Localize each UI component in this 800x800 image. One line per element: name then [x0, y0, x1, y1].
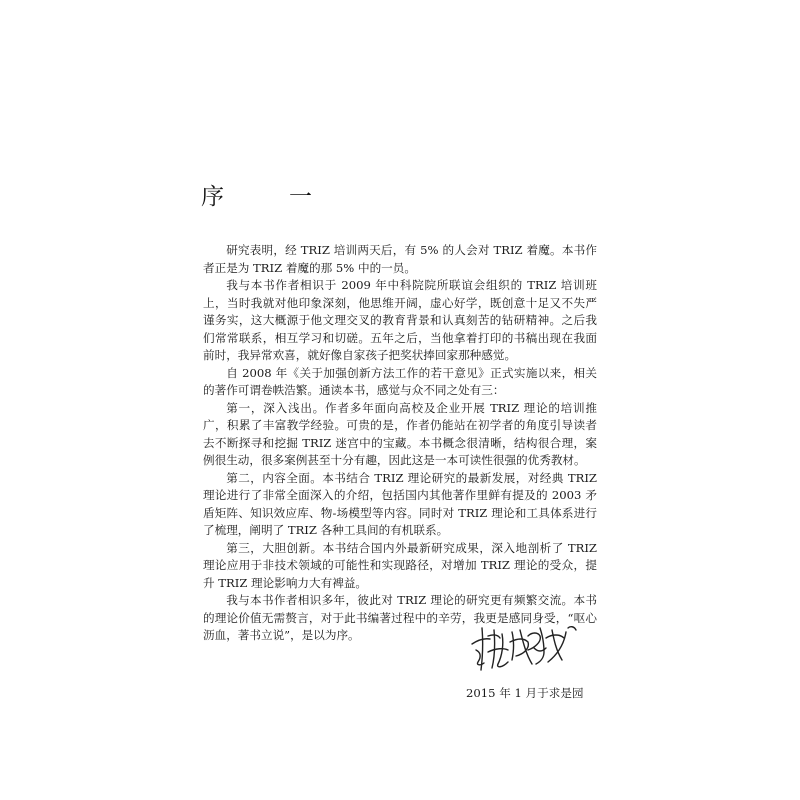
paragraph: 研究表明，经 TRIZ 培训两天后，有 5% 的人会对 TRIZ 着魔。本书作者正是为 TRIZ 着魔的那 5% 中的一员。 — [203, 243, 597, 275]
signature-date: 2015 年 1 月于求是园 — [466, 686, 584, 700]
paragraph: 自 2008 年《关于加强创新方法工作的若干意见》正式实施以来，相关的著作可谓卷帙浩繁。通读本书，感觉与众不同之处有三： — [203, 365, 597, 397]
paragraph: 我与本书作者相识多年，彼此对 TRIZ 理论的研究更有频繁交流。本书的理论价值无需赘言，对于此书编著过程中的辛劳，我更是感同身受，“呕心沥血，著书立说”，是以为序。 — [203, 593, 597, 642]
paragraph: 第二，内容全面。本书结合 TRIZ 理论研究的最新发展，对经典 TRIZ 理论进行了非常全面深入的介绍，包括国内其他著作里鲜有提及的 2003 矛盾矩阵、知识效应库、物-场模型等内容。同时对 TRIZ 理论和工具体系进行了梳理，阐明了 TRIZ 各种工具间的有机联系。 — [203, 470, 597, 537]
paragraph: 第一，深入浅出。作者多年面向高校及企业开展 TRIZ 理论的培训推广，积累了丰富教学经验。可贵的是，作者仍能站在初学者的角度引导读者去不断探寻和挖掘 TRIZ 迷宫中的宝藏。本书概念很清晰，结构很合理，案例很生动，很多案例甚至十分有趣，因此这是一本可读性很强的优秀教材。 — [203, 400, 597, 467]
page-title: 序 一 — [201, 184, 333, 210]
handwritten-signature — [468, 622, 580, 676]
paragraph: 第三，大胆创新。本书结合国内外最新研究成果，深入地剖析了 TRIZ 理论应用于非技术领域的可能性和实现路径，对增加 TRIZ 理论的受众，提升 TRIZ 理论影响力大有裨益。 — [203, 540, 597, 590]
paragraph: 我与本书作者相识于 2009 年中科院院所联谊会组织的 TRIZ 培训班上，当时我就对他印象深刻，他思维开阔，虚心好学，既创意十足又不失严谨务实，这大概源于他文理交叉的教育背景和认真刻苦的钻研精神。之后我们常常联系，相互学习和切磋。五年之后，当他拿着打印的书稿出现在我面前时，我异常欢喜，就好像自家孩子把奖状捧回家那种感觉。 — [203, 278, 597, 362]
preface-body — [203, 242, 597, 645]
